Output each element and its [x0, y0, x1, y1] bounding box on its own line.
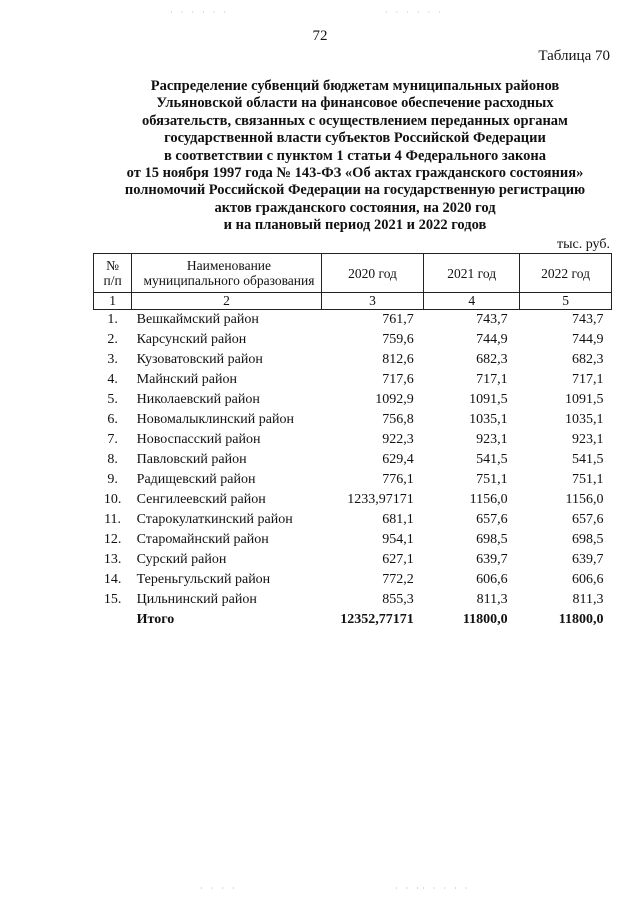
table-row [94, 430, 612, 450]
district-name: Майнский район [136, 372, 238, 387]
value-2022: 606,6 [572, 572, 604, 587]
district-name: Павловский район [136, 452, 247, 467]
table-body [94, 310, 612, 631]
value-2022: 682,3 [572, 352, 604, 367]
document-title [90, 78, 620, 235]
row-number: 13. [103, 552, 122, 567]
value-2020: 1092,9 [375, 392, 414, 407]
value-2022: 811,3 [572, 592, 604, 607]
header-2022: 2022 год [520, 254, 612, 293]
total-row [94, 610, 612, 630]
value-2021: 717,1 [476, 372, 508, 387]
title-line: обязательств, связанных с осуществлением переданных органам [142, 112, 568, 129]
value-2022: 698,5 [572, 532, 604, 547]
value-2022: 541,5 [572, 452, 604, 467]
table-row [94, 410, 612, 430]
value-2020: 761,7 [382, 312, 414, 327]
row-number: 1. [107, 312, 118, 327]
district-name: Цильнинский район [136, 592, 257, 607]
title-line: от 15 ноября 1997 года № 143-ФЗ «Об актах гражданского состояния» [126, 165, 584, 182]
row-number: 14. [103, 572, 122, 587]
value-2022: 639,7 [572, 552, 604, 567]
row-number: 3. [107, 352, 118, 367]
header-name-line1: Наименование [186, 258, 272, 273]
row-number: 12. [103, 532, 122, 547]
district-name: Старокулаткинский район [136, 512, 293, 527]
value-2020: 776,1 [382, 472, 414, 487]
scan-artifact-top-left: · · · · · · [170, 8, 229, 17]
value-2022: 1156,0 [565, 492, 604, 507]
header-2021: 2021 год [424, 254, 520, 293]
table-row [94, 530, 612, 550]
header-2020: 2020 год [321, 254, 424, 293]
subventions-table [93, 253, 612, 630]
title-line: Ульяновской области на финансовое обеспечение расходных [156, 95, 554, 112]
row-number: 8. [107, 452, 118, 467]
value-2022: 744,9 [572, 332, 604, 347]
header-name-line2: муниципального образования [143, 273, 315, 288]
table-row [94, 310, 612, 331]
value-2021: 811,3 [476, 592, 508, 607]
value-2022: 1035,1 [565, 412, 604, 427]
column-number: 5 [520, 293, 612, 310]
table-row [94, 370, 612, 390]
scan-artifact-bottom-right: · · ·· · · · · [395, 884, 471, 893]
value-2022: 657,6 [572, 512, 604, 527]
district-name: Новоспасский район [136, 432, 261, 447]
column-number: 1 [94, 293, 132, 310]
row-number: 15. [103, 592, 122, 607]
table-row [94, 470, 612, 490]
table-row [94, 330, 612, 350]
table-row [94, 390, 612, 410]
value-2021: 639,7 [476, 552, 508, 567]
table-row [94, 490, 612, 510]
value-2020: 756,8 [382, 412, 414, 427]
value-2020: 629,4 [382, 452, 414, 467]
value-2020: 954,1 [382, 532, 414, 547]
value-2020: 759,6 [382, 332, 414, 347]
table-row [94, 590, 612, 610]
row-number: 9. [107, 472, 118, 487]
row-number: 10. [103, 492, 122, 507]
total-empty-cell [94, 610, 132, 630]
value-2020: 922,3 [382, 432, 414, 447]
table-label: Таблица 70 [538, 48, 610, 64]
page-number: 72 [312, 28, 328, 44]
value-2021: 923,1 [476, 432, 508, 447]
table-row [94, 570, 612, 590]
title-line: актов гражданского состояния, на 2020 год [214, 199, 496, 216]
header-num [94, 254, 132, 293]
value-2020: 855,3 [382, 592, 414, 607]
district-name: Тереньгульский район [136, 572, 271, 587]
row-number: 11. [104, 512, 122, 527]
title-line: в соответствии с пунктом 1 статьи 4 Федерального закона [163, 147, 547, 164]
value-2021: 682,3 [476, 352, 508, 367]
header-num-line1: № [106, 258, 120, 273]
total-2022: 11800,0 [558, 612, 604, 627]
row-number: 7. [107, 432, 118, 447]
value-2021: 698,5 [476, 532, 508, 547]
header-num-line2: п/п [103, 273, 122, 288]
value-2022: 751,1 [572, 472, 604, 487]
value-2022: 1091,5 [565, 392, 604, 407]
title-line: полномочий Российской Федерации на государственную регистрацию [124, 182, 586, 199]
row-number: 4. [107, 372, 118, 387]
table-row [94, 510, 612, 530]
district-name: Кузоватовский район [136, 352, 263, 367]
district-name: Николаевский район [136, 392, 260, 407]
district-name: Сурский район [136, 552, 227, 567]
value-2020: 812,6 [382, 352, 414, 367]
value-2022: 717,1 [572, 372, 604, 387]
value-2020: 627,1 [382, 552, 414, 567]
column-number: 2 [132, 293, 322, 310]
value-2021: 1156,0 [469, 492, 508, 507]
column-number: 3 [321, 293, 424, 310]
table-header-row [94, 254, 612, 293]
table-row [94, 550, 612, 570]
value-2021: 606,6 [476, 572, 508, 587]
units-label: тыс. руб. [557, 237, 610, 252]
row-number: 5. [107, 392, 118, 407]
title-line: Распределение субвенций бюджетам муниципальных районов [150, 78, 560, 94]
value-2021: 1035,1 [469, 412, 508, 427]
value-2021: 1091,5 [469, 392, 508, 407]
value-2021: 657,6 [476, 512, 508, 527]
value-2021: 541,5 [476, 452, 508, 467]
value-2020: 772,2 [382, 572, 414, 587]
total-2021: 11800,0 [462, 612, 508, 627]
title-line: и на плановый период 2021 и 2022 годов [223, 217, 487, 234]
value-2021: 744,9 [476, 332, 508, 347]
district-name: Радищевский район [136, 472, 256, 487]
title-line: государственной власти субъектов Российской Федерации [164, 130, 546, 147]
total-label: Итого [136, 612, 175, 627]
scan-artifact-top-right: · · · · · · [385, 8, 444, 17]
value-2022: 923,1 [572, 432, 604, 447]
value-2020: 717,6 [382, 372, 414, 387]
column-number: 4 [424, 293, 520, 310]
value-2020: 1233,97171 [347, 492, 414, 507]
district-name: Старомайнский район [136, 532, 269, 547]
district-name: Карсунский район [136, 332, 247, 347]
value-2020: 681,1 [382, 512, 414, 527]
table-row [94, 350, 612, 370]
value-2022: 743,7 [572, 312, 604, 327]
total-2020: 12352,77171 [340, 612, 414, 627]
district-name: Новомалыклинский район [136, 412, 294, 427]
district-name: Сенгилеевский район [136, 492, 266, 507]
value-2021: 751,1 [476, 472, 508, 487]
value-2021: 743,7 [476, 312, 508, 327]
table-row [94, 450, 612, 470]
row-number: 6. [107, 412, 118, 427]
scan-artifact-bottom-left: · · · · [200, 884, 238, 893]
district-name: Вешкаймский район [136, 312, 259, 327]
row-number: 2. [107, 332, 118, 347]
column-number-row [94, 293, 612, 310]
header-name [132, 254, 322, 293]
